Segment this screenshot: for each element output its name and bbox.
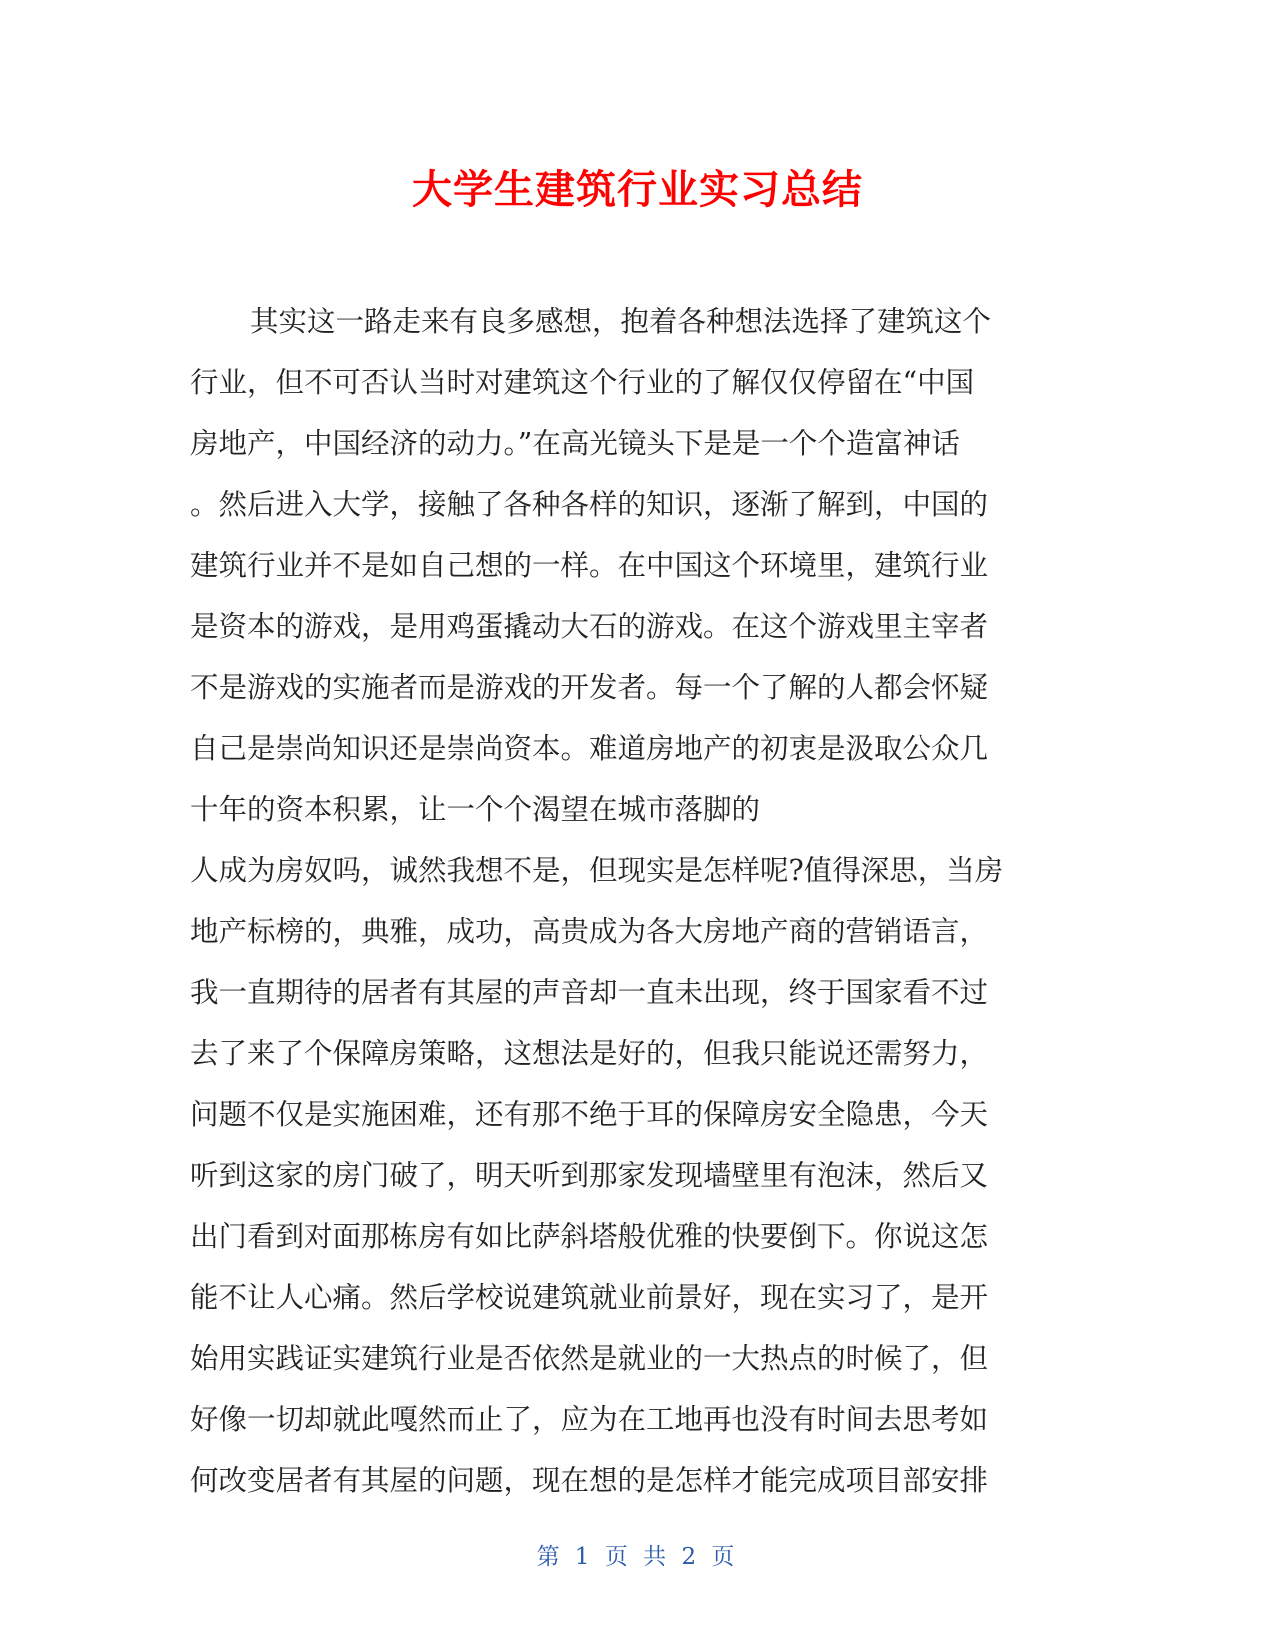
text-line: 建筑行业并不是如自己想的一样。在中国这个环境里，建筑行业 [190,549,989,582]
text-line: 问题不仅是实施困难，还有那不绝于耳的保障房安全隐患，今天 [190,1098,989,1131]
text-line: 不是游戏的实施者而是游戏的开发者。每一个了解的人都会怀疑 [190,671,989,704]
text-line: 出门看到对面那栋房有如比萨斜塔般优雅的快要倒下。你说这怎 [190,1220,989,1253]
page-number: 第 1 页 共 2 页 [536,1544,739,1570]
text-line: 何改变居者有其屋的问题，现在想的是怎样才能完成项目部安排 [190,1464,989,1497]
text-line: 听到这家的房门破了，明天听到那家发现墙壁里有泡沫，然后又 [190,1159,989,1192]
text-line: 地产标榜的，典雅，成功，高贵成为各大房地产商的营销语言， [190,915,989,948]
text-line: 去了来了个保障房策略，这想法是好的，但我只能说还需努力， [190,1037,989,1070]
text-line: 我一直期待的居者有其屋的声音却一直未出现，终于国家看不过 [190,976,989,1009]
text-line: 行业，但不可否认当时对建筑这个行业的了解仅仅停留在“中国 [190,366,975,399]
body-text [190,291,1090,1511]
text-line: 其实这一路走来有良多感想，抱着各种想法选择了建筑这个 [250,305,992,338]
text-line: 。然后进入大学，接触了各种各样的知识，逐渐了解到，中国的 [190,488,989,521]
text-line: 自己是崇尚知识还是崇尚资本。难道房地产的初衷是汲取公众几 [190,732,989,765]
text-line: 好像一切却就此嘎然而止了，应为在工地再也没有时间去思考如 [190,1403,989,1436]
document-title: 大学生建筑行业实习总结 [412,167,863,213]
text-line: 人成为房奴吗，诚然我想不是，但现实是怎样呢?值得深思，当房 [190,854,1004,887]
text-line: 房地产，中国经济的动力。”在高光镜头下是是一个个造富神话 [190,427,960,460]
text-line: 能不让人心痛。然后学校说建筑就业前景好，现在实习了，是开 [190,1281,989,1314]
text-line: 十年的资本积累，让一个个渴望在城市落脚的 [190,793,761,826]
text-line: 始用实践证实建筑行业是否依然是就业的一大热点的时候了，但 [190,1342,989,1375]
text-line: 是资本的游戏，是用鸡蛋撬动大石的游戏。在这个游戏里主宰者 [190,610,989,643]
